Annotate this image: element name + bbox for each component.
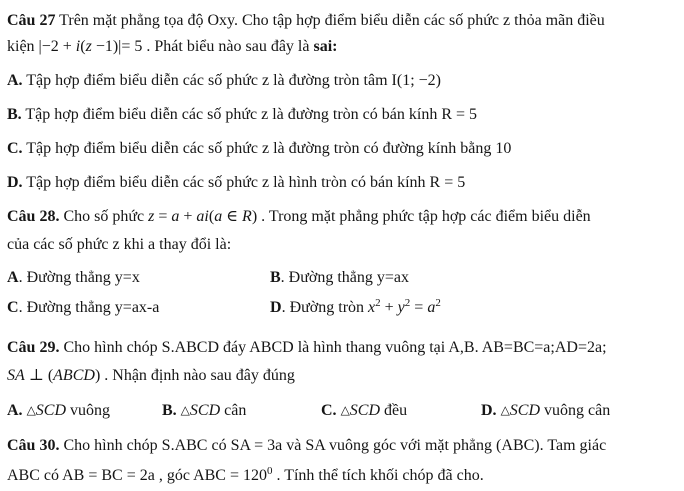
text-segment: SCD [509, 402, 541, 419]
text-segment: ABC có [7, 467, 63, 484]
text-segment: D. [481, 402, 497, 419]
text-segment: C [7, 299, 19, 316]
text-segment: SA = 3a [230, 437, 283, 454]
question-30-intro [7, 431, 678, 491]
text-segment: , góc [154, 467, 194, 484]
q29-option-c [321, 398, 481, 424]
text-segment: ABC = 120 [193, 467, 267, 484]
text-segment [497, 402, 501, 419]
text-segment: . Nhận định nào sau đây đúng [100, 367, 295, 384]
question-28-intro [7, 203, 678, 259]
text-segment: −1)|= 5 [91, 38, 143, 55]
q29-options-row [7, 398, 678, 424]
text-segment: 2 [404, 297, 411, 309]
text-segment: A. [7, 72, 23, 89]
text-segment: Cho hình chóp S.ABC có [59, 437, 231, 454]
q27-option-d [7, 170, 678, 196]
q28-intro-line-1 [7, 203, 678, 231]
text-segment: . Đường thẳng y=ax-a [18, 299, 160, 316]
text-segment: a [427, 299, 436, 316]
text-segment: . Đường tròn [281, 299, 369, 316]
text-segment: và SA vuông góc với mặt phẳng (ABC). Tam giác [282, 437, 607, 454]
q28-option-b [270, 265, 409, 291]
triangle-icon: △ [340, 403, 350, 417]
text-segment: Câu 29. [7, 339, 60, 356]
text-segment: ( [208, 208, 215, 225]
text-segment: Câu 28. [7, 208, 60, 225]
text-segment: SCD [35, 402, 67, 419]
text-segment: . Đường thẳng y=x [18, 269, 140, 286]
q28-options-row-1 [7, 265, 678, 291]
text-segment: = [154, 208, 172, 225]
text-segment: đều [380, 402, 408, 419]
text-segment: Tập hợp điểm biểu diễn các số phức z là hình tròn có bán kính R = 5 [22, 174, 466, 191]
text-segment: |−2 + [38, 38, 76, 55]
text-segment [23, 402, 27, 419]
text-segment: Câu 30. [7, 437, 60, 454]
text-segment: Câu 27 [7, 12, 56, 29]
text-segment: . Đường thẳng y=ax [280, 269, 410, 286]
text-segment: Cho số phức [59, 208, 149, 225]
text-segment: Trên mặt phẳng tọa độ Oxy. Cho tập hợp điểm biểu diễn các số phức z thỏa mãn điều [55, 12, 605, 29]
q28-option-a [7, 265, 270, 291]
text-segment: ) [94, 367, 101, 384]
triangle-icon: △ [500, 403, 510, 417]
text-segment: A. [7, 402, 23, 419]
text-segment: a [214, 208, 223, 225]
text-segment: B. [7, 106, 22, 123]
text-segment: 2 [375, 297, 381, 309]
q27-intro-line-1 [7, 8, 678, 34]
q27-option-c [7, 136, 678, 162]
text-segment: 0 [266, 465, 273, 477]
document-body [7, 8, 678, 491]
text-segment: cân [220, 402, 247, 419]
text-segment: i [75, 38, 81, 55]
text-segment: kiện [7, 38, 39, 55]
q27-option-b [7, 102, 678, 128]
q29-option-d [481, 398, 610, 424]
text-segment: D [270, 299, 282, 316]
text-segment: AB = BC = 2a [62, 467, 155, 484]
text-segment: y [397, 299, 405, 316]
text-segment: Tập hợp điểm biểu diễn các số phức z là đường tròn có đường kính bằng 10 [22, 140, 512, 157]
q30-intro-line-2 [7, 461, 678, 491]
text-segment: SCD [189, 402, 221, 419]
q29-intro-line-1 [7, 334, 678, 362]
text-segment: B [270, 269, 281, 286]
text-segment: SA [7, 367, 25, 384]
text-segment: C. [321, 402, 337, 419]
q28-option-d [270, 295, 441, 322]
question-27-options [7, 68, 678, 196]
text-segment: của các số phức z khi a thay đổi là: [7, 236, 232, 253]
triangle-icon: △ [26, 403, 36, 417]
text-segment: ai [196, 208, 209, 225]
text-segment: sai: [313, 38, 338, 55]
question-29-options [7, 398, 678, 424]
text-segment: = [410, 299, 428, 316]
text-segment: Cho hình chóp S.ABCD đáy ABCD là hình thang vuông tại A,B. AB=BC=a;AD=2a; [59, 339, 607, 356]
question-28-options [7, 265, 678, 322]
q29-option-a [7, 398, 162, 424]
question-27-intro [7, 8, 678, 60]
text-segment: z [85, 38, 92, 55]
text-segment: ) [251, 208, 258, 225]
q28-intro-line-2 [7, 231, 678, 259]
text-segment: . Phát biểu nào sau đây là [142, 38, 314, 55]
text-segment: ( [80, 38, 86, 55]
text-segment: + [179, 208, 197, 225]
text-segment: vuông [66, 402, 111, 419]
text-segment: Tập hợp điểm biểu diễn các số phức z là đường tròn có bán kính R = 5 [21, 106, 478, 123]
text-segment: R [242, 208, 252, 225]
q28-option-c [7, 295, 270, 321]
q27-option-a [7, 68, 678, 94]
text-segment: a [171, 208, 180, 225]
q27-intro-line-2 [7, 34, 678, 60]
text-segment [337, 402, 341, 419]
triangle-icon: △ [180, 403, 190, 417]
text-segment: B. [162, 402, 177, 419]
text-segment: x [368, 299, 376, 316]
text-segment: + [380, 299, 398, 316]
text-segment: A [7, 269, 19, 286]
text-segment: z [148, 208, 155, 225]
text-segment: ∈ [222, 208, 243, 225]
q30-intro-line-1 [7, 431, 678, 461]
text-segment: Tập hợp điểm biểu diễn các số phức z là đường tròn tâm I(1; −2) [22, 72, 441, 89]
text-segment: D. [7, 174, 23, 191]
q29-intro-line-2 [7, 362, 678, 390]
question-29-intro [7, 334, 678, 390]
text-segment: vuông cân [540, 402, 611, 419]
q29-option-b [162, 398, 321, 424]
text-segment: SCD [349, 402, 381, 419]
text-segment: 2 [435, 297, 441, 309]
text-segment: . Trong mặt phẳng phức tập hợp các điểm biểu diễn [257, 208, 591, 225]
q28-options-row-2 [7, 295, 678, 322]
text-segment: C. [7, 140, 23, 157]
text-segment: ⊥ ( [24, 367, 54, 384]
text-segment: . Tính thể tích khối chóp đã cho. [272, 467, 484, 484]
text-segment: ABCD [53, 367, 95, 384]
